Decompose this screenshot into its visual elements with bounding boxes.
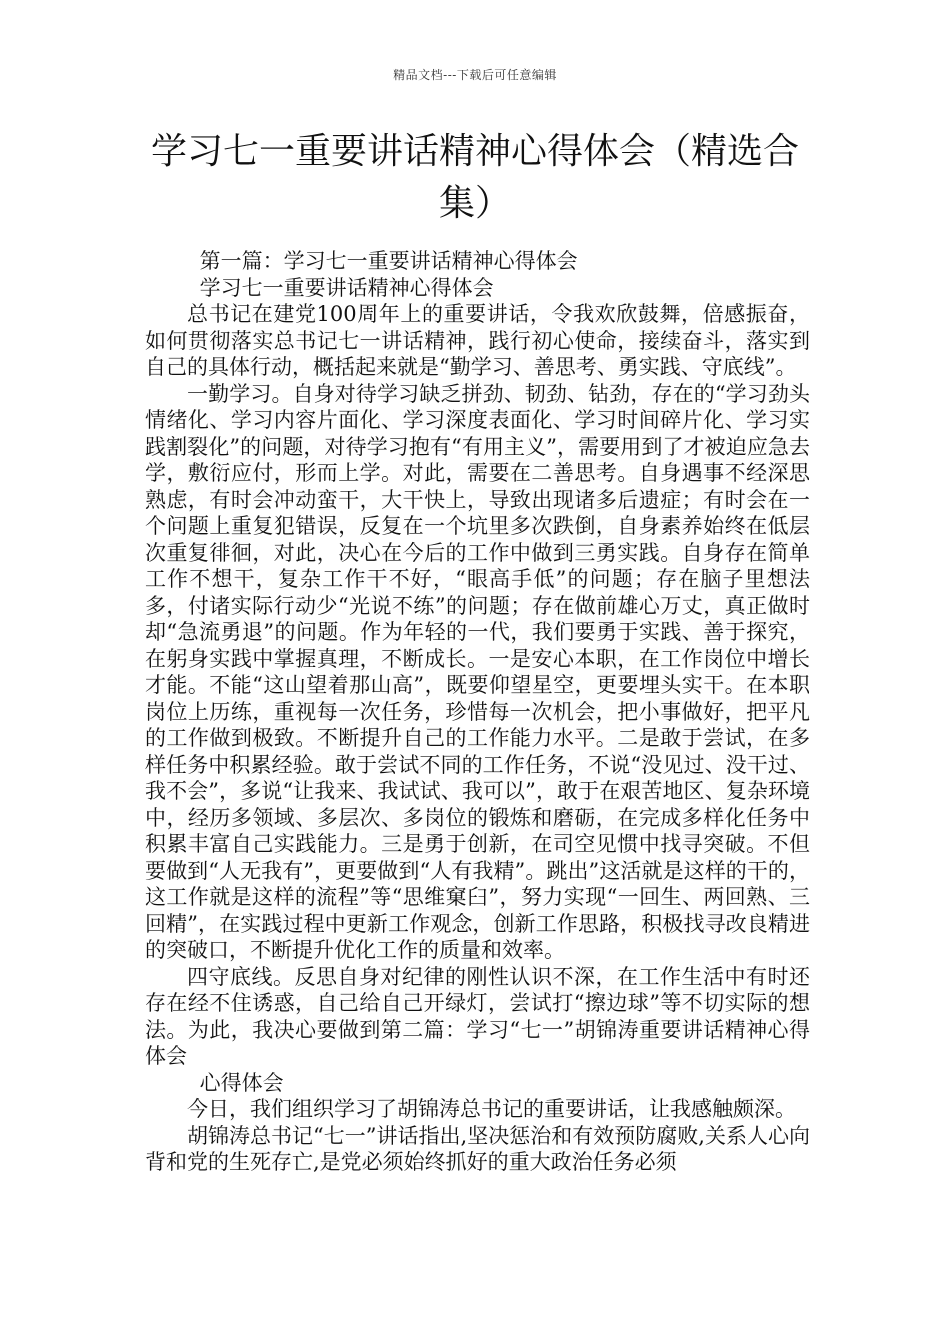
section-heading: 第一篇：学习七一重要讲话精神心得体会 bbox=[199, 249, 578, 273]
body-paragraph: 四守底线。反思自身对纪律的刚性认识不深，在工作生活中有时还存在经不住诱惑，自己给自己开绿灯，尝试打“擦边球”等不切实际的想法。为此，我决心要做到第二篇：学习“七一”胡锦涛重要讲话精神心得体会 bbox=[145, 964, 810, 1068]
body-paragraph: 总书记在建党100周年上的重要讲话，令我欢欣鼓舞，倍感振奋，如何贯彻落实总书记七一讲话精神，践行初心使命，接续奋斗，落实到自己的具体行动，概括起来就是“勤学习、善思考、勇实践、守底线”。 bbox=[145, 302, 810, 379]
header-note: 精品文档---下载后可任意编辑 bbox=[393, 68, 557, 82]
body-paragraph: 胡锦涛总书记“七一”讲话指出,坚决惩治和有效预防腐败,关系人心向背和党的生死存亡,是党必须始终抓好的重大政治任务必须 bbox=[145, 1123, 810, 1174]
section-subheading: 心得体会 bbox=[199, 1070, 284, 1095]
document-title: 学习七一重要讲话精神心得体会（精选合集） bbox=[150, 131, 799, 224]
body-paragraph: 今日，我们组织学习了胡锦涛总书记的重要讲话，让我感触颇深。 bbox=[187, 1097, 796, 1121]
section-subheading: 学习七一重要讲话精神心得体会 bbox=[199, 275, 494, 300]
document-body bbox=[145, 248, 810, 1176]
body-paragraph: 一勤学习。自身对待学习缺乏拼劲、韧劲、钻劲，存在的“学习劲头情绪化、学习内容片面化、学习深度表面化、学习时间碎片化、学习实践割裂化”的问题，对待学习抱有“有用主义”，需要用到了才被迫应急去学，敷衍应付，形而上学。对此，需要在二善思考。自身遇事不经深思熟虑，有时会冲动蛮干，大干快上，导致出现诸多后遗症；有时会在一个问题上重复犯错误，反复在一个坑里多次跌倒，自身素养始终在低层次重复徘徊，对此，决心在今后的工作中做到三勇实践。自身存在简单工作不想干，复杂工作干不好，“眼高手低”的问题；存在脑子里想法多，付诸实际行动少“光说不练”的问题；存在做前雄心万丈，真正做时却“急流勇退”的问题。作为年轻的一代，我们要勇于实践、善于探究，在躬身实践中掌握真理，不断成长。一是安心本职，在工作岗位中增长才能。不能“这山望着那山高”，既要仰望星空，更要埋头实干。在本职岗位上历练，重视每一次任务，珍惜每一次机会，把小事做好，把平凡的工作做到极致。不断提升自己的工作能力水平。二是敢于尝试，在多样任务中积累经验。敢于尝试不同的工作任务，不说“没见过、没干过、我不会”，多说“让我来、我试试、我可以”，敢于在艰苦地区、复杂环境中，经历多领域、多层次、多岗位的锻炼和磨砺，在完成多样化任务中积累丰富自己实践能力。三是勇于创新，在司空见惯中找寻突破。不但要做到“人无我有”，更要做到“人有我精”。跳出”这活就是这样的干的，这工作就是这样的流程”等“思维窠臼”，努力实现“一回生、两回熟、三回精”，在实践过程中更新工作观念，创新工作思路，积极找寻改良精进的突破口，不断提升优化工作的质量和效率。 bbox=[145, 381, 810, 962]
